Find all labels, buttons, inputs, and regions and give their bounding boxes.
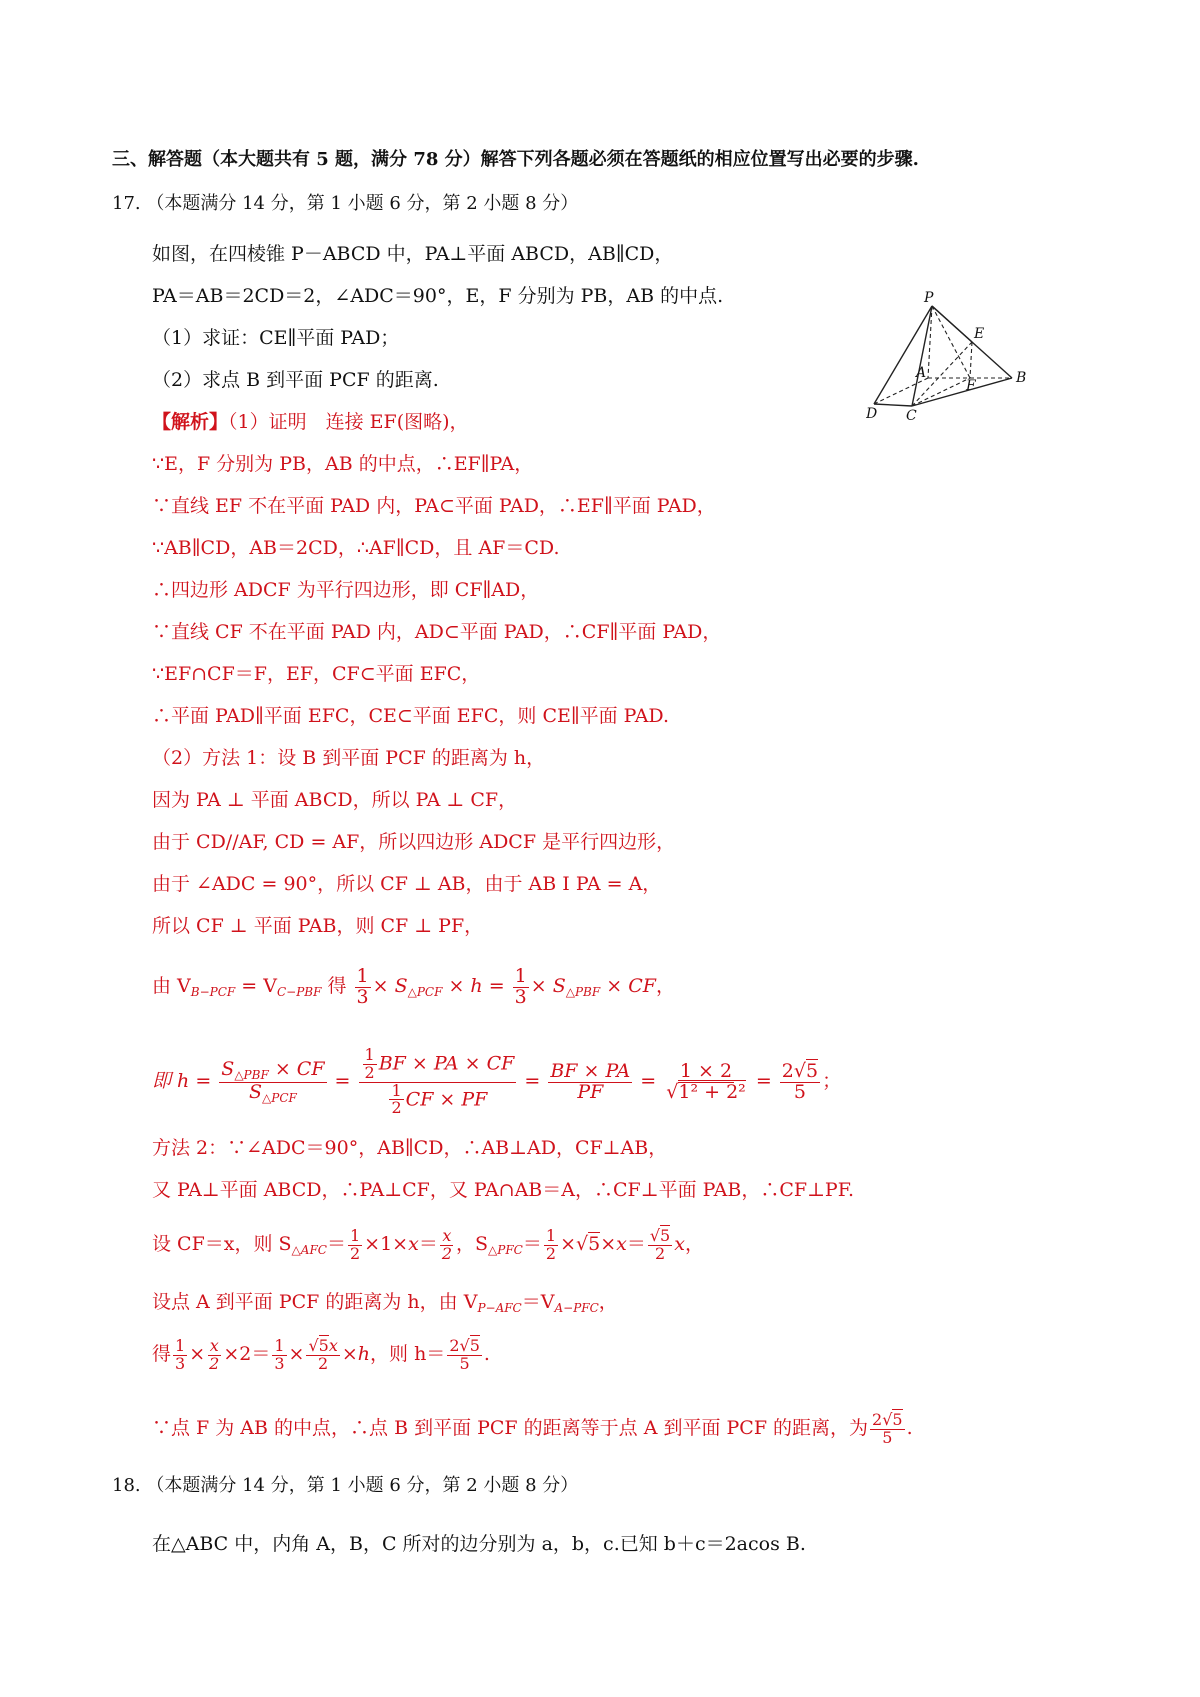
section-heading: 三、解答题（本大题共有 5 题，满分 78 分）解答下列各题必须在答题纸的相应位置写出必要的步骤. <box>112 149 919 170</box>
solution-line: ∵AB∥CD，AB＝2CD，∴AF∥CD，且 AF＝CD. <box>152 537 560 559</box>
question-stem-line: 在△ABC 中，内角 A，B，C 所对的边分别为 a，b，c.已知 b＋c＝2acos B. <box>152 1533 806 1555</box>
question-number: 18. <box>112 1475 141 1496</box>
solution-intro <box>152 410 469 434</box>
question-score: （本题满分 14 分，第 1 小题 6 分，第 2 小题 8 分） <box>146 1475 579 1496</box>
question-18-header <box>112 1474 578 1498</box>
solution-line: 由于 CD//AF, CD = AF，所以四边形 ADCF 是平行四边形， <box>152 831 676 853</box>
figure-label-c: C <box>906 408 917 421</box>
height-equation: 得 $\frac{1}{3}$ × $\frac{x}{2}$ ×2＝ $\frac{1}{3}$ × $\frac{√5x}{2}$ ×h，则 h＝ $\frac{2√5}{5}$ . <box>152 1335 490 1373</box>
solution-line: 所以 CF ⊥ 平面 PAB，则 CF ⊥ PF， <box>152 915 484 937</box>
solution-tag: 【解析】 <box>152 411 229 433</box>
question-number: 17. <box>112 193 141 214</box>
solution-part-1-intro: （1）证明 连接 EF(图略)， <box>228 411 469 433</box>
solution-line: 设点 A 到平面 PCF 的距离为 h，由 $V_{P-AFC}=V_{A-PFC}$， <box>152 1291 618 1315</box>
figure-label-b: B <box>1016 370 1027 386</box>
solution-conclusion: ∵点 F 为 AB 的中点，∴点 B 到平面 PCF 的距离等于点 A 到平面 PCF 的距离，为 $\frac{2√5}{5}$ . <box>152 1409 913 1447</box>
figure-label-a: A <box>916 365 927 381</box>
solution-line: 又 PA⊥平面 ABCD，∴PA⊥CF，又 PA∩AB＝A，∴CF⊥平面 PAB，∴CF⊥PF. <box>152 1179 854 1201</box>
question-stem-line: PA＝AB＝2CD＝2，∠ADC＝90°，E，F 分别为 PB，AB 的中点. <box>152 285 724 307</box>
question-score: （本题满分 14 分，第 1 小题 6 分，第 2 小题 8 分） <box>146 193 579 214</box>
distance-equation: 即 h = $\frac{S_{\triangle PBF} \times CF}{S_{\triangle PCF}}$ = $\frac{1}{2}$ BF × PA × CF $\frac{1}{2}$ CF × PF = $\frac{BF \times PA}{PF}$ = $\frac{1 \times 2}{\text{√1² + 2²}}$ = $\frac{2√5}{5}$ ； <box>152 1044 842 1118</box>
question-part: （2）求点 B 到平面 PCF 的距离. <box>152 369 439 391</box>
solution-line: ∵直线 CF 不在平面 PAD 内，AD⊂平面 PAD，∴CF∥平面 PAD， <box>152 621 722 643</box>
figure-label-d: D <box>866 406 878 421</box>
question-17-header <box>112 192 578 216</box>
solution-line: ∴四边形 ADCF 为平行四边形，即 CF∥AD， <box>152 579 540 601</box>
volume-equation: 由 $V_{B-PCF} = V_{C-PBF}$ 得 $\frac{1}{3}$ × $S_{\triangle PCF} \times h$ = $\frac{1}{3}$ × $S_{\triangle PBF}$ × CF， <box>152 964 675 1008</box>
solution-line: ∵E，F 分别为 PB，AB 的中点，∴EF∥PA， <box>152 453 534 475</box>
figure-label-e: E <box>974 326 985 342</box>
solution-line: ∴平面 PAD∥平面 EFC，CE⊂平面 EFC，则 CE∥平面 PAD. <box>152 705 670 727</box>
question-part: （1）求证：CE∥平面 PAD； <box>152 327 400 349</box>
area-equation: 设 CF＝x，则 $S_{\triangle AFC}=$ $\frac{1}{2}$ ×1×x＝ $\frac{x}{2}$ ，$S_{\triangle PFC}=$ $\frac{1}{2}$ ×√5×x＝ $\frac{√5}{2}$ x， <box>152 1225 704 1263</box>
figure-label-p: P <box>924 290 934 306</box>
solution-line: 由于 ∠ADC = 90°，所以 CF ⊥ AB，由于 AB I PA = A， <box>152 873 662 895</box>
question-stem-line: 如图，在四棱锥 P－ABCD 中，PA⊥平面 ABCD，AB∥CD， <box>152 243 674 265</box>
solution-line: 方法 2：∵∠ADC＝90°，AB∥CD，∴AB⊥AD，CF⊥AB， <box>152 1137 668 1159</box>
solution-line: 因为 PA ⊥ 平面 ABCD，所以 PA ⊥ CF， <box>152 789 518 811</box>
solution-line: ∵EF∩CF＝F，EF，CF⊂平面 EFC， <box>152 663 481 685</box>
figure-label-f: F <box>966 378 976 394</box>
solution-line: ∵直线 EF 不在平面 PAD 内，PA⊂平面 PAD，∴EF∥平面 PAD， <box>152 495 716 517</box>
solution-line: （2）方法 1：设 B 到平面 PCF 的距离为 h， <box>152 747 546 769</box>
pyramid-figure <box>866 286 1036 421</box>
